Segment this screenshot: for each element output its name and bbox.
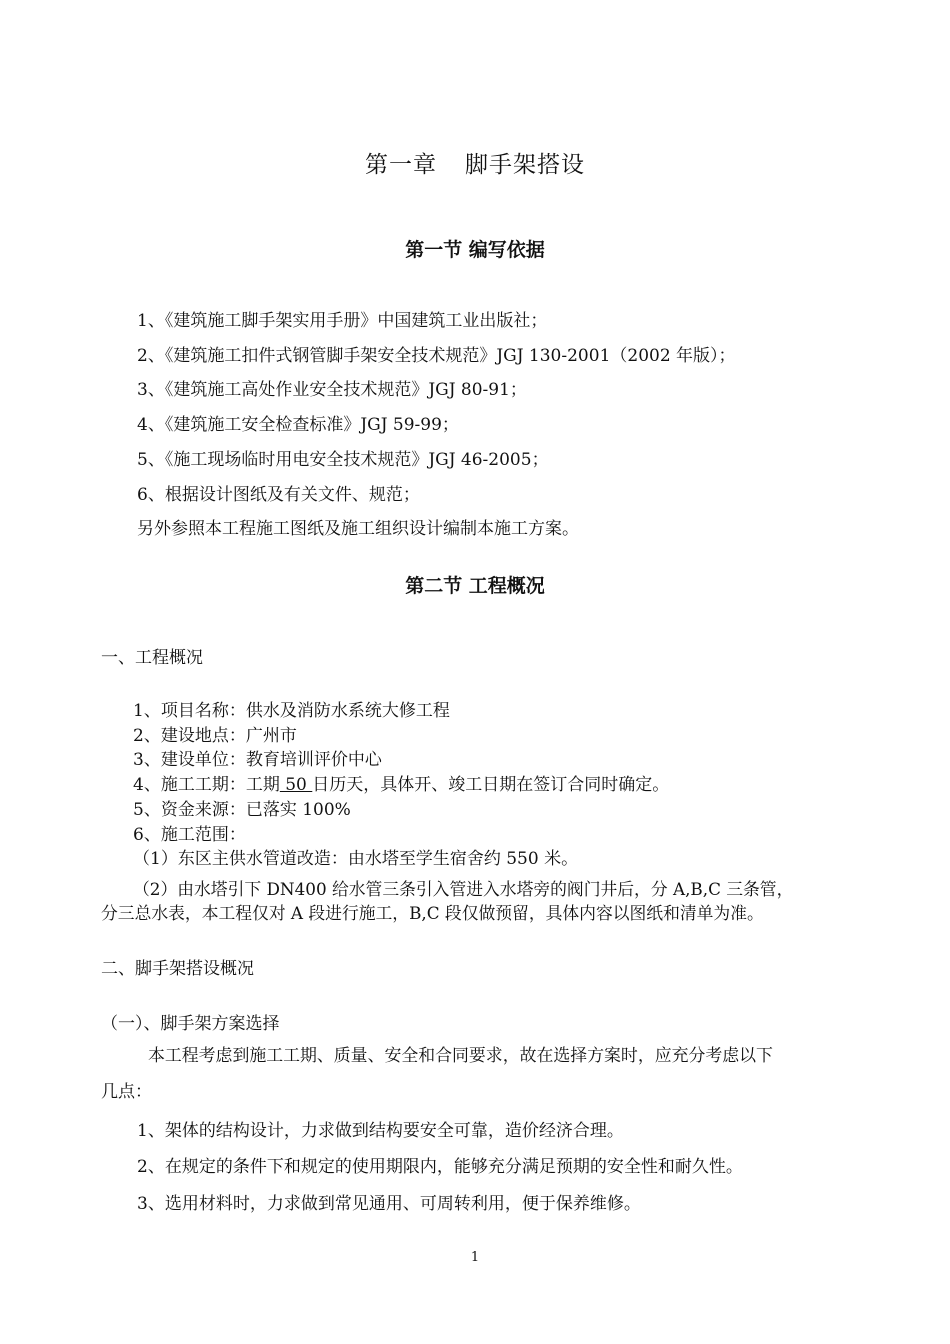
chapter-number: 第一章 [365, 152, 437, 178]
project-detail: 3、建设单位：教育培训评价中心 [133, 750, 382, 770]
subsection-title: 二、脚手架搭设概况 [101, 959, 254, 979]
subsection-title: 一、工程概况 [101, 648, 203, 668]
project-detail: 1、项目名称：供水及消防水系统大修工程 [133, 701, 450, 721]
subsection-title: （一）、脚手架方案选择 [101, 1014, 280, 1034]
duration-prefix: 4、施工工期：工期 [133, 775, 280, 795]
duration-value: 50 [279, 775, 313, 795]
project-detail: 5、资金来源：已落实 100% [133, 800, 351, 820]
consideration-item: 3、选用材料时，力求做到常见通用、可周转利用，便于保养维修。 [137, 1194, 641, 1214]
reference-item: 5、《施工现场临时用电安全技术规范》JGJ 46-2005； [137, 450, 549, 470]
reference-item: 3、《建筑施工高处作业安全技术规范》JGJ 80-91； [137, 380, 527, 400]
reference-item: 6、根据设计图纸及有关文件、规范； [137, 485, 420, 505]
chapter-name: 脚手架搭设 [465, 152, 585, 178]
reference-item: 1、《建筑施工脚手架实用手册》中国建筑工业出版社； [137, 311, 548, 331]
consideration-item: 2、在规定的条件下和规定的使用期限内，能够充分满足预期的安全性和耐久性。 [137, 1157, 743, 1177]
project-detail: 2、建设地点：广州市 [133, 726, 297, 746]
paragraph: 本工程考虑到施工工期、质量、安全和合同要求，故在选择方案时，应充分考虑以下 [148, 1045, 773, 1065]
reference-note: 另外参照本工程施工图纸及施工组织设计编制本施工方案。 [137, 519, 579, 539]
chapter-title [0, 150, 950, 180]
scope-item-continued: 分三总水表，本工程仅对 A 段进行施工，B,C 段仅做预留，具体内容以图纸和清单为准。 [101, 903, 764, 923]
project-detail-duration [133, 774, 669, 796]
project-detail: 6、施工范围： [133, 825, 246, 845]
reference-item: 4、《建筑施工安全检查标准》JGJ 59-99； [137, 415, 459, 435]
duration-suffix: 日历天，具体开、竣工日期在签订合同时确定。 [312, 775, 670, 795]
scope-item: （2）由水塔引下 DN400 给水管三条引入管进入水塔旁的阀门井后，分 A,B,C 三条管， [133, 879, 794, 899]
scope-item: （1）东区主供水管道改造：由水塔至学生宿舍约 550 米。 [133, 849, 579, 869]
paragraph-continued: 几点： [101, 1082, 152, 1102]
consideration-item: 1、架体的结构设计，力求做到结构要安全可靠，造价经济合理。 [137, 1121, 624, 1141]
page-number: 1 [470, 1250, 480, 1265]
section2-heading: 第二节 工程概况 [405, 575, 545, 597]
reference-item: 2、《建筑施工扣件式钢管脚手架安全技术规范》JGJ 130-2001（2002 年版）； [137, 346, 736, 366]
section1-heading: 第一节 编写依据 [405, 239, 545, 261]
